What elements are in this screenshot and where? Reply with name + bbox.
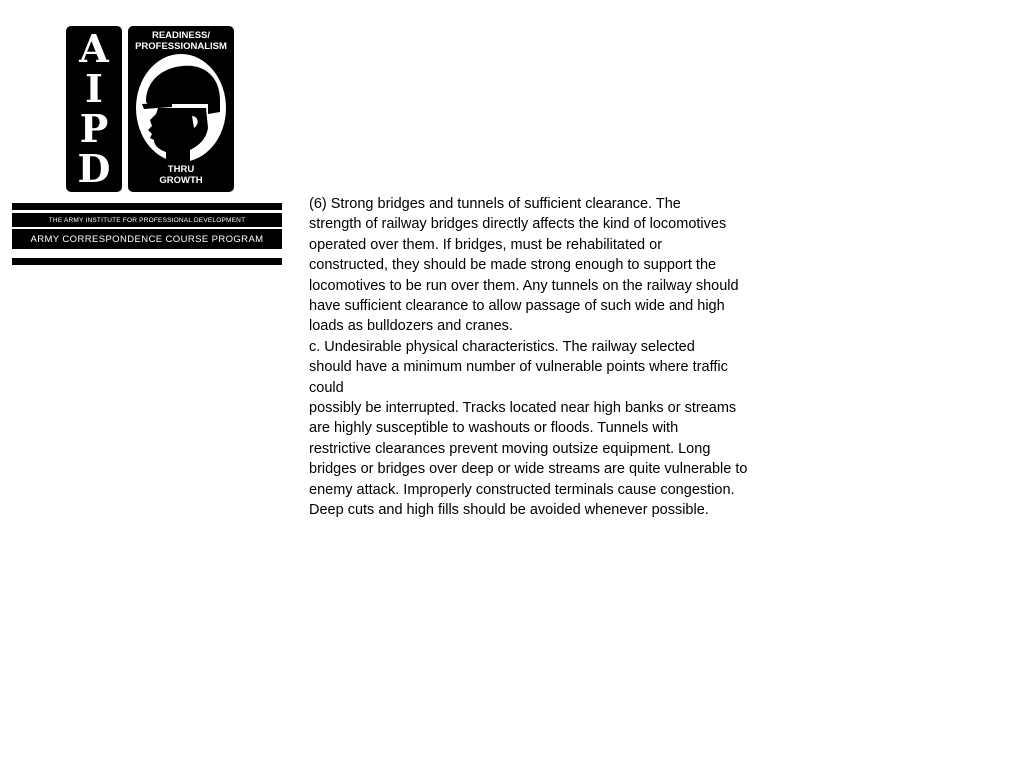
- logo-letter-d: D: [77, 146, 111, 191]
- text-line: c. Undesirable physical characteristics. The railway selected: [309, 338, 695, 355]
- logo-motto-line: GROWTH: [159, 175, 203, 186]
- logo-letter-a: A: [79, 26, 109, 71]
- logo-letter-i: I: [85, 66, 103, 111]
- logo-motto-line: THRU: [167, 164, 195, 175]
- logo-motto-bottom: [128, 164, 234, 186]
- text-line: have sufficient clearance to allow passage of such wide and high: [309, 298, 725, 315]
- document-body: [309, 194, 799, 521]
- text-line: operated over them. If bridges, must be rehabilitated or: [309, 236, 663, 253]
- text-line: could: [309, 379, 344, 396]
- text-line: strength of railway bridges directly affects the kind of locomotives: [309, 216, 727, 233]
- aipd-logo: [66, 26, 234, 192]
- text-line: enemy attack. Improperly constructed terminals cause congestion.: [309, 481, 735, 498]
- banner-body: [12, 213, 282, 249]
- logo-motto-line: READINESS/: [151, 30, 211, 41]
- text-line: bridges or bridges over deep or wide streams are quite vulnerable to: [309, 461, 748, 478]
- text-line: should have a minimum number of vulnerable points where traffic: [309, 359, 728, 376]
- text-line: Deep cuts and high fills should be avoided whenever possible.: [309, 502, 709, 519]
- program-banner: [12, 203, 282, 265]
- text-line: restrictive clearances prevent moving outsize equipment. Long: [309, 440, 711, 457]
- logo-letters-column: [66, 26, 122, 192]
- logo-oval: [136, 54, 226, 162]
- soldier-helmet-profile-icon: [136, 54, 226, 162]
- logo-letter-p: P: [79, 106, 109, 151]
- institute-name: THE ARMY INSTITUTE FOR PROFESSIONAL DEVELOPMENT: [48, 217, 246, 224]
- text-line: locomotives to be run over them. Any tunnels on the railway should: [309, 277, 739, 294]
- logo-motto-top: [128, 30, 234, 52]
- banner-bottom-bar: [12, 258, 282, 265]
- banner-top-bar: [12, 203, 282, 210]
- banner-divider: [12, 227, 282, 229]
- program-name: ARMY CORRESPONDENCE COURSE PROGRAM: [30, 234, 264, 245]
- logo-emblem-panel: [128, 26, 234, 192]
- text-line: constructed, they should be made strong enough to support the: [309, 257, 717, 274]
- logo-motto-line: PROFESSIONALISM: [135, 41, 227, 52]
- text-line: (6) Strong bridges and tunnels of sufficient clearance. The: [309, 196, 681, 212]
- text-line: loads as bulldozers and cranes.: [309, 318, 513, 335]
- text-line: are highly susceptible to washouts or floods. Tunnels with: [309, 420, 679, 437]
- text-line: possibly be interrupted. Tracks located near high banks or streams: [309, 400, 737, 417]
